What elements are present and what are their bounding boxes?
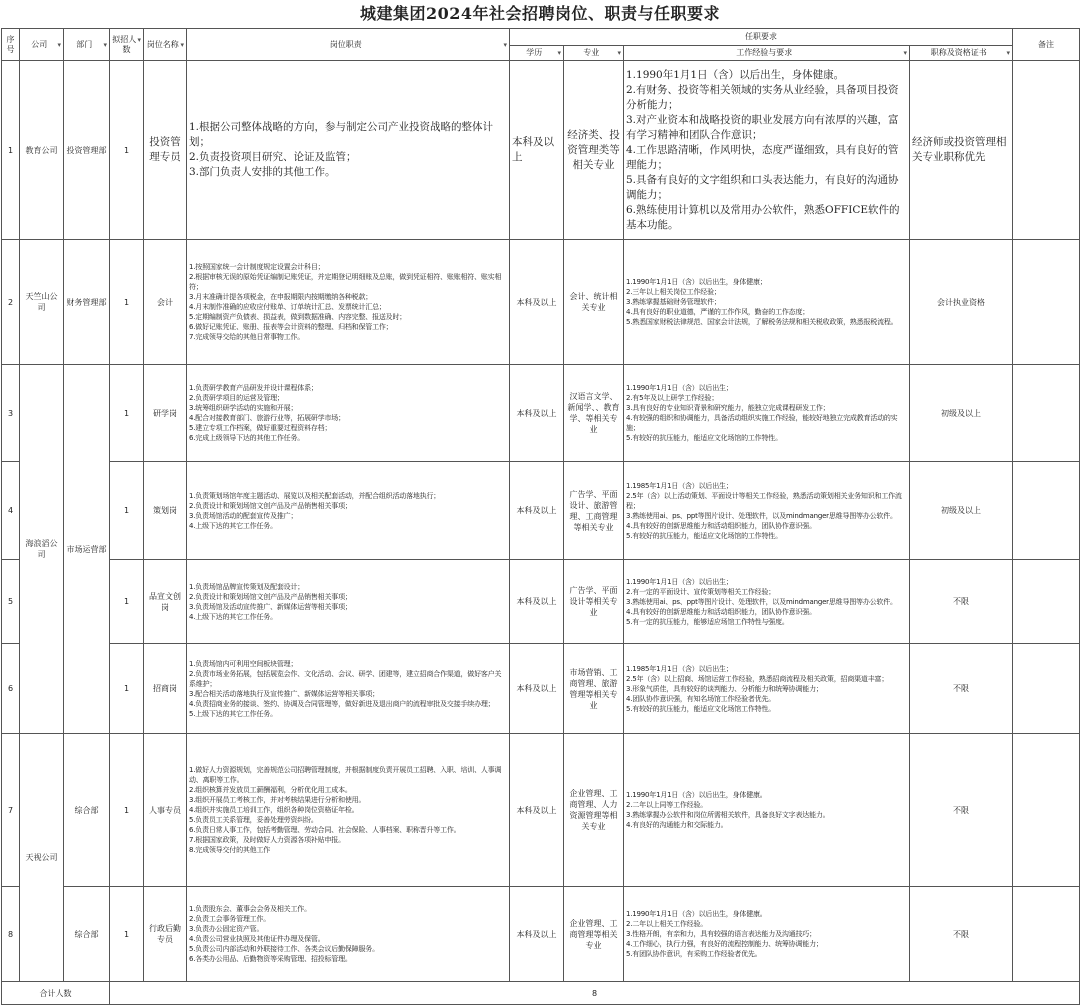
text-line: 3.负责场馆及活动宣传推广、新媒体运营等相关事项； bbox=[189, 602, 352, 611]
cell-position: 招商岗 bbox=[144, 644, 187, 734]
cell-dept: 综合部 bbox=[64, 734, 110, 887]
header-education: ▾ 学历 bbox=[510, 46, 564, 61]
cell-duties bbox=[187, 365, 510, 462]
cell-duties bbox=[187, 644, 510, 734]
text-line: 2.二年以上同等工作经验。 bbox=[626, 801, 708, 809]
header-certificate: ▾ 职称及资格证书 bbox=[910, 46, 1013, 61]
text-line: 1.根据公司整体战略的方向，参与制定公司产业投资战略的整体计划； bbox=[189, 121, 494, 148]
cell-dept: 投资管理部 bbox=[64, 61, 110, 240]
cell-duties bbox=[187, 462, 510, 560]
filter-icon[interactable]: ▾ bbox=[503, 40, 507, 49]
cell-duties bbox=[187, 887, 510, 982]
header-duties: ▾ 岗位职责 bbox=[187, 29, 510, 61]
text-line: 6.完成上级领导下达的其他工作任务。 bbox=[189, 434, 305, 442]
filter-icon[interactable]: ▾ bbox=[557, 49, 561, 57]
cell-dept: 综合部 bbox=[64, 887, 110, 982]
text-line: 5.建立专项工作档案，做好重要过程资料存档； bbox=[189, 424, 332, 432]
cell-count: 1 bbox=[110, 644, 144, 734]
cell-seq: 8 bbox=[2, 887, 20, 982]
text-line: 5.定期编制资产负债表、损益表，做到数据准确、内容完整、报送及时； bbox=[189, 313, 407, 321]
text-line: 1.做好人力资源规划，完善规范公司招聘管理制度，并根据制度负责开展员工招聘、入职、培训、人事调动、离职等工作。 bbox=[189, 766, 502, 784]
cell-remark bbox=[1013, 887, 1080, 982]
cell-remark bbox=[1013, 644, 1080, 734]
header-count: ▾ 拟招人数 bbox=[110, 29, 144, 61]
cell-position: 策划岗 bbox=[144, 462, 187, 560]
cell-position: 行政后勤专员 bbox=[144, 887, 187, 982]
text-line: 3.部门负责人安排的其他工作。 bbox=[189, 166, 336, 178]
table-row bbox=[2, 61, 1080, 240]
cell-certificate: 不限 bbox=[910, 644, 1013, 734]
cell-seq: 4 bbox=[2, 462, 20, 560]
text-line: 1.1990年1月1日（含）以后出生，身体健康。 bbox=[626, 68, 845, 81]
text-line: 4.上级下达的其它工作任务。 bbox=[189, 612, 277, 621]
cell-education: 本科及以上 bbox=[510, 887, 564, 982]
header-company: ▾ 公司 bbox=[20, 29, 64, 61]
text-line: 1.负责策划场馆年度主题活动、展览以及相关配套活动，并配合组织活动落地执行； bbox=[189, 491, 441, 500]
cell-position: 会计 bbox=[144, 240, 187, 365]
text-line: 6.各类办公用品、后勤物资等采购管理、招投标管理。 bbox=[189, 955, 352, 963]
text-line: 5.有较好的抗压能力，能适应文化场馆的工作特性。 bbox=[626, 434, 782, 442]
text-line: 5.有较好的抗压能力，能适应文化场馆的工作特性。 bbox=[626, 531, 782, 540]
text-line: 4.负责公司营业执照及其他证件办理及保管。 bbox=[189, 935, 325, 943]
recruitment-table bbox=[1, 28, 1080, 1005]
cell-experience bbox=[624, 365, 910, 462]
text-line: 4.月末制作准确的应收应付账单、订单统计汇总、发票统计汇总； bbox=[189, 303, 386, 311]
header-major: ▾ 专业 bbox=[564, 46, 624, 61]
text-line: 2.负责投资项目研究、论证及监管； bbox=[189, 151, 357, 163]
cell-company: 天视公司 bbox=[20, 734, 64, 982]
cell-count: 1 bbox=[110, 365, 144, 462]
table-row bbox=[2, 365, 1080, 462]
header-dept: ▾ 部门 bbox=[64, 29, 110, 61]
cell-experience bbox=[624, 240, 910, 365]
text-line: 1.1990年1月1日（含）以后出生，身体健康； bbox=[626, 278, 767, 286]
text-line: 4.上级下达的其它工作任务。 bbox=[189, 521, 277, 530]
text-line: 3.熟练使用ai、ps、ppt等图片设计、处理软件，以及mindmanger思维导图等办公软件。 bbox=[626, 597, 897, 606]
text-line: 3.组织开展员工考核工作，并对考核结果进行分析和使用。 bbox=[189, 796, 366, 804]
cell-major: 会计、统计相关专业 bbox=[564, 240, 624, 365]
cell-certificate: 初级及以上 bbox=[910, 365, 1013, 462]
text-line: 2.有5年及以上研学工作经验； bbox=[626, 394, 719, 402]
total-value: 8 bbox=[110, 982, 1080, 1005]
text-line: 4.有良好的沟通能力和交际能力。 bbox=[626, 821, 728, 829]
text-line: 3.形象气质佳，具有较好的谈判能力、分析能力和统筹协调能力； bbox=[626, 684, 823, 693]
text-line: 4.负责招商业务的接谈、签约、协调及合同管理等，做好新进及退出商户的流程审批及交接手续办理； bbox=[189, 699, 495, 708]
cell-certificate: 初级及以上 bbox=[910, 462, 1013, 560]
cell-remark bbox=[1013, 365, 1080, 462]
text-line: 2.负责研学项目的运营及管理； bbox=[189, 394, 284, 402]
text-line: 3.配合相关活动落地执行及宣传推广、新媒体运营等相关事项； bbox=[189, 689, 379, 698]
filter-icon[interactable]: ▾ bbox=[57, 40, 61, 49]
cell-company: 天竺山公司 bbox=[20, 240, 64, 365]
text-line: 1.1985年1月1日（含）以后出生； bbox=[626, 664, 733, 673]
text-line: 3.具有良好的专业知识背景和研究能力，能独立完成课程研发工作； bbox=[626, 404, 830, 412]
text-line: 1.1990年1月1日（含）以后出生； bbox=[626, 384, 733, 392]
table-row bbox=[2, 887, 1080, 982]
text-line: 5.有较好的抗压能力，能适应文化场馆工作特性。 bbox=[626, 704, 776, 713]
text-line: 6.熟练使用计算机以及常用办公软件，熟悉OFFICE软件的基本功能。 bbox=[626, 203, 900, 231]
cell-education: 本科及以上 bbox=[510, 240, 564, 365]
cell-count: 1 bbox=[110, 734, 144, 887]
cell-education: 本科及以上 bbox=[510, 61, 564, 240]
text-line: 2.5年（含）以上招商、场馆运营工作经验，熟悉招商流程及相关政策，招商渠道丰富； bbox=[626, 674, 889, 683]
cell-certificate: 不限 bbox=[910, 734, 1013, 887]
cell-certificate: 经济师或投资管理相关专业职称优先 bbox=[910, 61, 1013, 240]
table-row bbox=[2, 644, 1080, 734]
cell-position: 人事专员 bbox=[144, 734, 187, 887]
text-line: 4.有较强的组织和协调能力，具备活动组织实施工作经验，能较好地独立完成教育活动的实施； bbox=[626, 414, 898, 432]
text-line: 5.熟悉国家财税法律规范、国家会计法规，了解税务法规和相关税收政策，熟悉报税流程。 bbox=[626, 318, 898, 326]
cell-experience bbox=[624, 734, 910, 887]
cell-major: 汉语言文学、新闻学、、教育学、等相关专业 bbox=[564, 365, 624, 462]
header-seq: 序号 bbox=[2, 29, 20, 61]
cell-major: 市场营销、工商管理、旅游管理等相关专业 bbox=[564, 644, 624, 734]
text-line: 2.有一定的平面设计、宣传策划等相关工作经验； bbox=[626, 587, 776, 596]
text-line: 1.负责场馆品牌宣传策划及配套设计； bbox=[189, 582, 305, 591]
text-line: 1.1985年1月1日（含）以后出生； bbox=[626, 481, 733, 490]
text-line: 3.负责办公固定资产管。 bbox=[189, 925, 264, 933]
total-row bbox=[2, 982, 1080, 1005]
table-row bbox=[2, 560, 1080, 644]
text-line: 2.二年以上相关工作经验。 bbox=[626, 920, 708, 928]
text-line: 8.完成领导交付的其他工作 bbox=[189, 846, 271, 854]
cell-experience bbox=[624, 887, 910, 982]
text-line: 1.负责场馆内可利用空间板块管理； bbox=[189, 659, 298, 668]
cell-experience bbox=[624, 462, 910, 560]
cell-position: 投资管理专员 bbox=[144, 61, 187, 240]
cell-remark bbox=[1013, 462, 1080, 560]
cell-remark bbox=[1013, 240, 1080, 365]
text-line: 1.负责研学教育产品研发并设计课程体系； bbox=[189, 384, 318, 392]
text-line: 3.熟练掌握基础财务管理软件； bbox=[626, 298, 721, 306]
text-line: 2.负责市场业务拓展，包括展览会作、文化活动、会议、研学、团建等，建立招商合作渠道，做好客户关系维护； bbox=[189, 669, 502, 688]
text-line: 4.具有较好的创新思维能力和活动组织能力，团队协作意识强。 bbox=[626, 607, 816, 616]
cell-major: 经济类、投资管理类等相关专业 bbox=[564, 61, 624, 240]
text-line: 4.团队协作意识强，有知名场馆工作经验者优先。 bbox=[626, 694, 776, 703]
cell-seq: 1 bbox=[2, 61, 20, 240]
table-row bbox=[2, 240, 1080, 365]
text-line: 7.根据国家政策，及时做好人力资源各项补贴申报。 bbox=[189, 836, 345, 844]
text-line: 5.具备有良好的文字组织和口头表达能力，有良好的沟通协调能力； bbox=[626, 173, 899, 201]
text-line: 4.组织并实施员工培训工作，组织各种岗位资格证年检。 bbox=[189, 806, 359, 814]
cell-major: 广告学、平面设计等相关专业 bbox=[564, 560, 624, 644]
cell-major: 企业管理、工商管理等相关专业 bbox=[564, 887, 624, 982]
text-line: 5.有团队协作意识，有采购工作经验者优先。 bbox=[626, 950, 762, 958]
cell-dept: 财务管理部 bbox=[64, 240, 110, 365]
text-line: 2.负责设计和策划场馆文创产品及产品销售相关事项； bbox=[189, 501, 352, 510]
text-line: 2.三年以上相关岗位工作经验； bbox=[626, 288, 721, 296]
text-line: 4.工作细心，执行力强，有良好的流程控制能力、统筹协调能力； bbox=[626, 940, 823, 948]
cell-count: 1 bbox=[110, 61, 144, 240]
text-line: 7.完成领导交给的其他日常事物工作。 bbox=[189, 333, 305, 341]
header-remark: 备注 bbox=[1013, 29, 1080, 61]
text-line: 1.负责股东会、董事会会务及相关工作。 bbox=[189, 905, 311, 913]
text-line: 3.熟练使用ai、ps、ppt等图片设计、处理软件，以及mindmanger思维导图等办公软件。 bbox=[626, 511, 897, 520]
text-line: 1.按照国家统一会计制度规定设置会计科目； bbox=[189, 263, 325, 271]
text-line: 2.有财务、投资等相关领域的实务从业经验，具备项目投资分析能力； bbox=[626, 83, 899, 111]
text-line: 1.1990年1月1日（含）以后出生； bbox=[626, 577, 733, 586]
cell-certificate: 会计执业资格 bbox=[910, 240, 1013, 365]
cell-education: 本科及以上 bbox=[510, 462, 564, 560]
text-line: 4.具有较好的创新思维能力和活动组织能力，团队协作意识强。 bbox=[626, 521, 816, 530]
cell-certificate: 不限 bbox=[910, 560, 1013, 644]
page-title: 城建集团2024年社会招聘岗位、职责与任职要求 bbox=[359, 4, 721, 23]
header-requirements: 任职要求 bbox=[510, 29, 1013, 46]
cell-seq: 3 bbox=[2, 365, 20, 462]
cell-major: 广告学、平面设计、旅游管理、工商管理等相关专业 bbox=[564, 462, 624, 560]
header-position: ▾ 岗位名称 bbox=[144, 29, 187, 61]
cell-seq: 6 bbox=[2, 644, 20, 734]
text-line: 1.1990年1月1日（含）以后出生，身体健康。 bbox=[626, 791, 767, 799]
text-line: 2.组织核算并发放员工薪酬福利，分析优化用工成本。 bbox=[189, 786, 352, 794]
filter-icon[interactable]: ▾ bbox=[137, 35, 141, 44]
cell-dept: 市场运营部 bbox=[64, 365, 110, 734]
text-line: 2.负责设计和策划场馆文创产品及产品销售相关事项； bbox=[189, 592, 352, 601]
cell-experience bbox=[624, 61, 910, 240]
cell-experience bbox=[624, 644, 910, 734]
cell-remark bbox=[1013, 560, 1080, 644]
text-line: 4.工作思路清晰，作风明快，态度严谨细致，具有良好的管理能力； bbox=[626, 143, 899, 171]
cell-seq: 5 bbox=[2, 560, 20, 644]
text-line: 2.根据审核无误的原始凭证编制记账凭证，并定期登记明细账及总账，做到凭证相符、账账相符、账实相符； bbox=[189, 273, 502, 291]
cell-education: 本科及以上 bbox=[510, 365, 564, 462]
cell-duties bbox=[187, 240, 510, 365]
filter-icon[interactable]: ▾ bbox=[103, 40, 107, 49]
cell-major: 企业管理、工商管理、人力资源管理等相关专业 bbox=[564, 734, 624, 887]
text-line: 3.负责场馆活动的配套宣传及推广； bbox=[189, 511, 298, 520]
cell-seq: 7 bbox=[2, 734, 20, 887]
cell-certificate: 不限 bbox=[910, 887, 1013, 982]
header-experience: ▾ 工作经验与要求 bbox=[624, 46, 910, 61]
cell-count: 1 bbox=[110, 462, 144, 560]
text-line: 4.具有良好的职业道德，严谨的工作作风，勤奋的工作态度； bbox=[626, 308, 810, 316]
filter-icon[interactable]: ▾ bbox=[903, 49, 907, 57]
text-line: 6.负责日常人事工作，包括考勤管理、劳动合同、社会保险、人事档案、职称晋升等工作。 bbox=[189, 826, 461, 834]
cell-remark bbox=[1013, 61, 1080, 240]
filter-icon[interactable]: ▾ bbox=[1006, 49, 1010, 57]
text-line: 5.有一定的抗压能力，能够适应场馆工作特性与强度。 bbox=[626, 617, 789, 626]
text-line: 5.上级下达的其它工作任务。 bbox=[189, 709, 277, 718]
text-line: 3.对产业资本和战略投资的职业发展方向有浓厚的兴趣，富有学习精神和团队合作意识； bbox=[626, 113, 899, 141]
cell-company: 海浪滔公司 bbox=[20, 365, 64, 734]
total-label: 合计人数 bbox=[2, 982, 110, 1005]
text-line: 3.性格开朗，有亲和力，具有较强的语言表达能力及沟通技巧； bbox=[626, 930, 816, 938]
text-line: 3.统筹组织研学活动的实施和开展； bbox=[189, 404, 298, 412]
text-line: 4.配合对接教育部门、旅游行业等，拓展研学市场； bbox=[189, 414, 345, 422]
cell-count: 1 bbox=[110, 887, 144, 982]
text-line: 6.做好记账凭证、账册、报表等会计资料的整理、归档和保管工作； bbox=[189, 323, 393, 331]
cell-seq: 2 bbox=[2, 240, 20, 365]
text-line: 2.负责工会事务管理工作。 bbox=[189, 915, 271, 923]
cell-duties bbox=[187, 734, 510, 887]
text-line: 3.熟练掌握办公软件和岗位所需相关软件，具备良好文字表达能力。 bbox=[626, 811, 830, 819]
cell-remark bbox=[1013, 734, 1080, 887]
cell-education: 本科及以上 bbox=[510, 644, 564, 734]
cell-position: 研学岗 bbox=[144, 365, 187, 462]
text-line: 2.5年（含）以上活动策划、平面设计等相关工作经验，熟悉活动策划相关业务知识和工作流程； bbox=[626, 491, 902, 510]
cell-education: 本科及以上 bbox=[510, 560, 564, 644]
text-line: 1.1990年1月1日（含）以后出生，身体健康。 bbox=[626, 910, 767, 918]
text-line: 5.负责员工关系管理，妥善处理劳资纠纷。 bbox=[189, 816, 318, 824]
cell-count: 1 bbox=[110, 240, 144, 365]
cell-duties bbox=[187, 61, 510, 240]
cell-company: 教育公司 bbox=[20, 61, 64, 240]
filter-icon[interactable]: ▾ bbox=[180, 40, 184, 49]
text-line: 3.月末准确计提各项税金，在申报期限内按期缴纳各种税款； bbox=[189, 293, 373, 301]
table-row bbox=[2, 462, 1080, 560]
cell-education: 本科及以上 bbox=[510, 734, 564, 887]
filter-icon[interactable]: ▾ bbox=[617, 49, 621, 57]
table-row bbox=[2, 734, 1080, 887]
cell-position: 品宣文创岗 bbox=[144, 560, 187, 644]
cell-duties bbox=[187, 560, 510, 644]
cell-experience bbox=[624, 560, 910, 644]
cell-count: 1 bbox=[110, 560, 144, 644]
text-line: 5.负责公司内部活动和外联接待工作、各类会议后勤保障服务。 bbox=[189, 945, 379, 953]
